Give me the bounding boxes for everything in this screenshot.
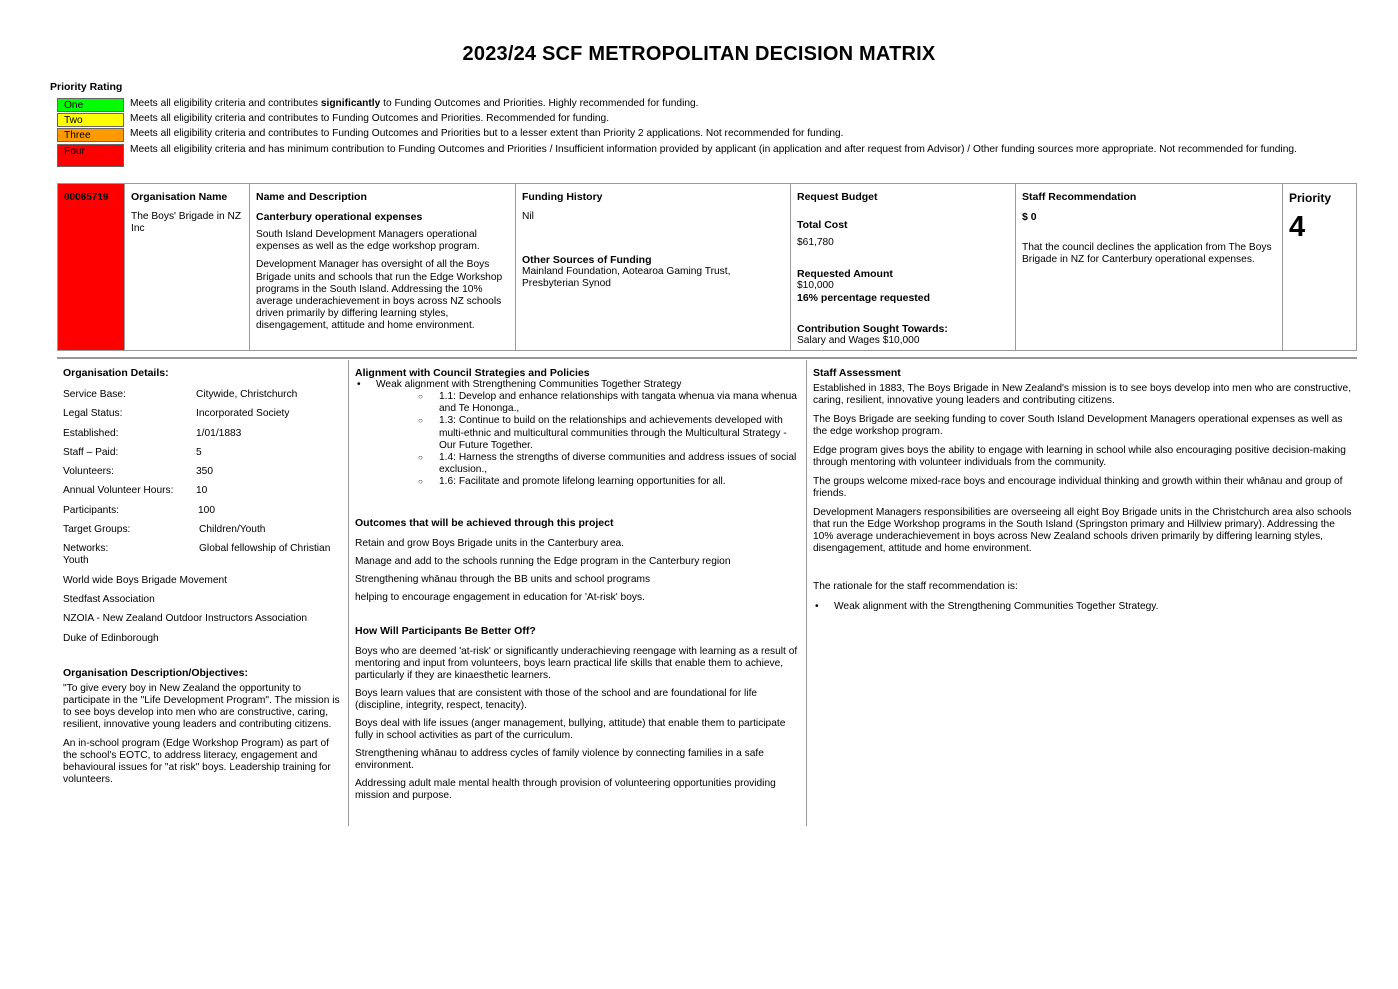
priority-swatch-two: Two [57, 113, 124, 127]
better-off-item: Boys deal with life issues (anger management, bullying, attitude) that enable them to participate fully in school activities as part of the curriculum. [355, 717, 786, 741]
other-sources: Mainland Foundation, Aotearoa Gaming Trust, Presbyterian Synod [522, 266, 731, 290]
alignment-column [355, 360, 801, 802]
staff-recommendation-heading: Staff Recommendation [1022, 191, 1137, 203]
detail-row: Legal Status: Incorporated Society [63, 408, 290, 420]
better-off-item: Boys learn values that are consistent with those of the school and are foundational for life (discipline, integrity, respect, tenacity). [355, 687, 758, 711]
name-description-cell [250, 184, 516, 350]
other-sources-heading: Other Sources of Funding [522, 254, 652, 267]
total-cost: $61,780 [797, 237, 834, 248]
organisation-description-2: An in-school program (Edge Workshop Program) as part of the school's EOTC, to address literacy, engagement and behavioural issues for "at risk" boys. Leadership training for volunteers. [63, 737, 331, 785]
better-off-item: Strengthening whānau to address cycles of family violence by connecting families in a safe environment. [355, 747, 764, 771]
organisation-details-heading: Organisation Details: [63, 367, 169, 379]
priority-rating-row-two [57, 113, 1310, 127]
rationale-bullet: • Weak alignment with the Strengthening Communities Together Strategy. [813, 601, 1353, 613]
priority-swatch-three: Three [57, 128, 124, 142]
detail-row: Annual Volunteer Hours: 10 [63, 485, 208, 497]
priority-rating-row-three [57, 128, 1310, 142]
project-name: Canterbury operational expenses [256, 211, 423, 223]
alignment-bullet: • Weak alignment with Strengthening Communities Together Strategy [355, 379, 801, 391]
networks-wrap: Youth [63, 555, 89, 567]
alignment-list [355, 379, 801, 391]
name-description-heading: Name and Description [256, 191, 367, 203]
organisation-description-1: "To give every boy in New Zealand the opportunity to participate in the "Life Development Program". The mission is to see boys develop into men who are constructive, caring, resilient, innovative young leaders and contributing citizens. [63, 682, 340, 730]
staff-recommendation-cell [1016, 184, 1283, 350]
request-budget-cell [791, 184, 1016, 350]
priority-rating-row-four [57, 144, 1310, 167]
application-id: 00065719 [64, 192, 109, 203]
organisation-details-column [63, 360, 345, 786]
project-description-2: Development Manager has oversight of all the Boys Brigade units and schools that run the Edge Workshop programs in the South Island. Addressing the 10% average underachievement in boys across NZ schools driven primarily by differing learning styles, disengagement, attitude and home environment. [256, 259, 503, 332]
detail-row: Staff – Paid: 5 [63, 446, 202, 458]
better-off-item: Boys who are deemed 'at-risk' or significantly underachieving reengage with learning as a result of mentoring and input from volunteers, boys learn practical life skills that enable them to achieve, particularly if they are kinaesthetic learners. [355, 645, 798, 681]
detail-row: Volunteers: 350 [63, 466, 213, 478]
priority-rating-heading: Priority Rating [50, 81, 123, 93]
alignment-sub-item: ○ 1.3: Continue to build on the relationships and achievements developed with multi-ethnic and multicultural communities through the Multicultural Strategy - Our Future Together. [418, 415, 801, 452]
section-divider [57, 357, 1357, 359]
organisation-name-cell [125, 184, 250, 350]
staff-assessment-heading: Staff Assessment [813, 367, 901, 379]
column-divider-2 [806, 360, 807, 826]
detail-row: Target Groups: Children/Youth [63, 524, 266, 536]
network-item: Stedfast Association [63, 593, 155, 605]
priority-text-two: Meets all eligibility criteria and contributes to Funding Outcomes and Priorities. Recommended for funding. [130, 113, 610, 124]
detail-row: Participants: 100 [63, 504, 215, 516]
priority-cell [1283, 184, 1356, 350]
priority-swatch-one: One [57, 98, 124, 112]
priority-heading: Priority [1289, 191, 1332, 205]
priority-swatch-four: Four [57, 144, 124, 167]
detail-row: Established: 1/01/1883 [63, 427, 242, 439]
column-divider-1 [348, 360, 349, 826]
alignment-sub-item: ○ 1.4: Harness the strengths of diverse communities and address issues of social exclusion., [418, 452, 801, 476]
outcomes-heading: Outcomes that will be achieved through this project [355, 516, 614, 529]
network-item: NZOIA - New Zealand Outdoor Instructors Association [63, 613, 308, 625]
priority-rating-row-one [57, 98, 1310, 112]
alignment-sub-list [418, 391, 801, 489]
assessment-paragraph: The Boys Brigade are seeking funding to cover South Island Development Managers operational expenses as well as the edge workshop program. [813, 414, 1343, 437]
total-cost-heading: Total Cost [797, 219, 848, 231]
better-off-heading: How Will Participants Be Better Off? [355, 624, 536, 637]
contribution: Salary and Wages $10,000 [797, 335, 920, 347]
funding-history-cell [516, 184, 791, 350]
requested-amount-heading: Requested Amount [797, 268, 893, 281]
application-id-cell [58, 184, 125, 350]
priority-text-one: Meets all eligibility criteria and contributes significantly to Funding Outcomes and Priorities. Highly recommended for funding. [130, 98, 699, 109]
staff-recommendation-text: That the council declines the application from The Boys Brigade in NZ for Canterbury operational expenses. [1022, 242, 1272, 266]
network-item: World wide Boys Brigade Movement [63, 574, 228, 586]
page-title: 2023/24 SCF METROPOLITAN DECISION MATRIX [462, 43, 936, 65]
staff-recommendation-amount: $ 0 [1022, 211, 1037, 223]
network-item: Duke of Edinborough [63, 632, 159, 644]
alignment-sub-item: ○ 1.6: Facilitate and promote lifelong learning opportunities for all. [418, 476, 801, 488]
application-summary-table [57, 183, 1357, 351]
detail-row-networks: Networks: Global fellowship of Christian [63, 543, 331, 555]
better-off-item: Addressing adult male mental health through provision of volunteering opportunities providing mission and purpose. [355, 777, 776, 801]
assessment-paragraph: Established in 1883, The Boys Brigade in New Zealand's mission is to see boys develop into men who are constructive, caring, resilient, innovative young leaders and contributing citizens. [813, 383, 1352, 406]
funding-history-heading: Funding History [522, 191, 603, 203]
assessment-paragraph: Development Managers responsibilities are overseeing all eight Boy Brigade units in the Christchurch area also schools that run the Edge Workshop programs in the South Island (Springston primary and Hillview primary). Addressing the 10% average underachievement in boys across New Zealand schools driven primarily by differing learning styles, disengagement, attitude and home environment. [813, 507, 1352, 554]
outcome-item: Strengthening whānau through the BB units and school programs [355, 573, 651, 585]
priority-value: 4 [1289, 211, 1306, 243]
project-description-1: South Island Development Managers operational expenses as well as the edge workshop program. [256, 229, 480, 253]
request-budget-heading: Request Budget [797, 191, 878, 203]
rationale-intro: The rationale for the staff recommendation is: [813, 581, 1018, 592]
percentage-requested: 16% percentage requested [797, 292, 931, 305]
organisation-name-heading: Organisation Name [131, 191, 228, 203]
assessment-paragraph: Edge program gives boys the ability to engage with learning in school while also encouraging positive decision-making through mentoring with volunteer individuals from the community. [813, 445, 1346, 468]
funding-history: Nil [522, 211, 534, 222]
priority-text-three: Meets all eligibility criteria and contributes to Funding Outcomes and Priorities but to a lesser extent than Priority 2 applications. Not recommended for funding. [130, 128, 844, 139]
outcome-item: helping to encourage engagement in education for 'At-risk' boys. [355, 591, 645, 603]
priority-text-four: Meets all eligibility criteria and has minimum contribution to Funding Outcomes and Priorities / Insufficient information provided by applicant (in application and after request from Advisor) / Other funding sources more appropriate. Not recommended for funding. [130, 144, 1297, 155]
contribution-heading: Contribution Sought Towards: [797, 323, 948, 336]
organisation-name: The Boys' Brigade in NZ Inc [131, 211, 242, 235]
outcome-item: Manage and add to the schools running the Edge program in the Canterbury region [355, 555, 731, 567]
alignment-heading: Alignment with Council Strategies and Policies [355, 367, 590, 379]
assessment-paragraph: The groups welcome mixed-race boys and encourage individual thinking and growth within their whānau and group of friends. [813, 476, 1343, 499]
detail-row: Service Base: Citywide, Christchurch [63, 389, 298, 400]
requested-amount: $10,000 [797, 280, 834, 292]
alignment-sub-item: ○ 1.1: Develop and enhance relationships with tangata whenua via mana whenua and Te Hononga., [418, 391, 801, 415]
organisation-description-heading: Organisation Description/Objectives: [63, 666, 248, 679]
staff-assessment-column [813, 360, 1353, 613]
rationale-list [813, 601, 1353, 613]
outcome-item: Retain and grow Boys Brigade units in the Canterbury area. [355, 537, 624, 549]
